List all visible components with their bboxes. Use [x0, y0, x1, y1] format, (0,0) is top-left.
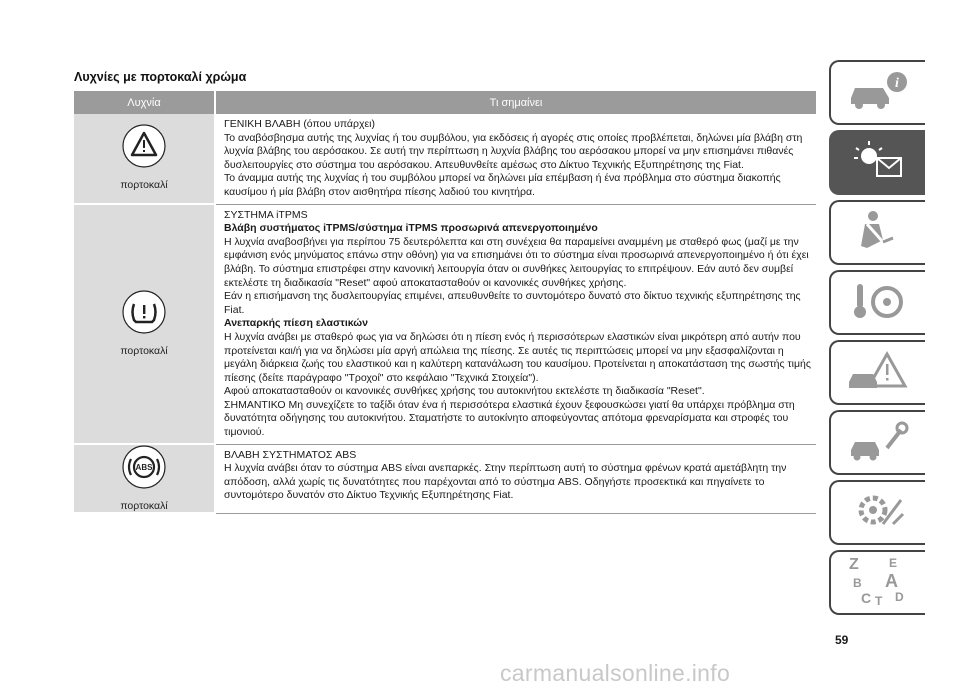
- chapter-tab-alphabetical-index[interactable]: [829, 550, 925, 615]
- chapter-tab-warning-light-message[interactable]: [829, 130, 925, 195]
- warning-light-color: πορτοκαλί: [120, 344, 168, 357]
- technical-data-gear-icon: [843, 488, 913, 537]
- table-row: [74, 204, 816, 444]
- warning-triangle-car-icon: [843, 348, 913, 397]
- watermark: carmanualsonline.info: [500, 660, 731, 686]
- svg-text:T: T: [875, 594, 883, 607]
- warning-light-color: πορτοκαλί: [120, 500, 168, 513]
- meaning-cell: [215, 444, 816, 513]
- table-row: [74, 444, 816, 513]
- svg-text:D: D: [895, 590, 904, 604]
- warning-light: [74, 445, 214, 512]
- meaning-text: [216, 114, 816, 204]
- paragraph: Το άναμμα αυτής της λυχνίας ή του συμβόλου μπορεί να δηλώνει μία επέμβαση ή ένα πρόβλημα στο σύστημα διακοπής καυσίμου ή μία βλάβη στον αισθητήρα πίεσης λαδιού του κινητήρα.: [224, 172, 781, 198]
- paragraph: ΓΕΝΙΚΗ ΒΛΑΒΗ (όπου υπάρχει): [224, 118, 375, 130]
- meaning-cell: [215, 204, 816, 444]
- steering-wheel-key-icon: [843, 278, 913, 327]
- svg-text:Z: Z: [849, 556, 859, 573]
- paragraph: ΣΗΜΑΝΤΙΚΟ Μη συνεχίζετε το ταξίδι όταν ένα ή περισσότερα ελαστικά έχουν ξεφουσκώσει γιατί θα υπάρχει πρόβλημα στη δυνατότητα οδήγησης του αυτοκινήτου. Σταματήστε το αυτοκίνητο αποφεύγοντας απότομα φρεναρίσματα και στροφές του τιμονιού.: [224, 398, 795, 439]
- chapter-tab-wrench-car[interactable]: [829, 410, 925, 475]
- chapter-tab-steering-wheel-key[interactable]: [829, 270, 925, 335]
- car-info-icon: [843, 68, 913, 117]
- column-header-meaning: Τι σημαίνει: [215, 91, 816, 114]
- chapter-tab-technical-data-gear[interactable]: [829, 480, 925, 545]
- paragraph: Η λυχνία ανάβει με σταθερό φως για να δηλώσει ότι η πίεση ενός ή περισσότερων ελαστικών είναι μικρότερη από αυτήν που προτείνεται και/ή για να δηλώσει μία αργή απώλεια της πίεσης. Σε αυτές τις περιπτώσεις μπορεί να μην εξασφαλίζονται η μεγάλη διάρκεια ζωής του ελαστικού και η καλύτερη κατανάλωση του καυσίμου. Προτείνεται η αποκατάσταση της σωστής τιμής πίεσης (δείτε παράγραφο "Τροχοί" στο κεφάλαιο "Τεχνικά Στοιχεία").: [224, 330, 811, 384]
- warning-light: [74, 124, 214, 191]
- paragraph: Η λυχνία ανάβει όταν το σύστημα ABS είναι ανεπαρκές. Στην περίπτωση αυτή το σύστημα φρένων κρατά αμετάβλητη την απόδοση, αλλά χωρίς τις δυνατότητες που παρέχονται από το σύστημα ABS. Οδηγήστε προσεκτικά και πηγαίνετε το συντομότερο δυνατόν στο Δίκτυο Τεχνικής Εξυπηρέτησης Fiat.: [224, 462, 787, 502]
- warning-light-cell: [74, 114, 215, 204]
- svg-text:E: E: [889, 556, 898, 570]
- subheading: Ανεπαρκής πίεση ελαστικών: [224, 317, 368, 330]
- meaning-text: [216, 205, 816, 444]
- svg-text:C: C: [861, 590, 872, 606]
- warning-light: [74, 290, 214, 357]
- tire-pressure-icon: [122, 290, 166, 339]
- svg-text:i: i: [895, 76, 899, 91]
- paragraph: Η λυχνία αναβοσβήνει για περίπου 75 δευτερόλεπτα και στη συνέχεια θα παραμείνει αναμμένη με σταθερό φως (μαζί με την εμφάνιση ενός μηνύματος επάνω στην οθόνη) για να επισημάνει ότι το σύστημα είναι προσωρινά απενεργοποιημένο ή ότι έχει βλάβη. Το σύστημα επιστρέφει στην κανονική λειτουργία όταν οι συνθήκες λειτουργίας το επιτρέψουν. Εάν αυτό δεν συμβεί εκτελέστε τη διαδικασία "Reset" αφού αποκατασταθούν οι κανονικές συνθήκες χρήσης.: [224, 235, 809, 289]
- warning-light-cell: [74, 444, 215, 513]
- svg-text:A: A: [885, 571, 898, 591]
- paragraph: ΣΥΣΤΗΜΑ iTPMS: [224, 208, 308, 221]
- chapter-tab-warning-triangle-car[interactable]: [829, 340, 925, 405]
- svg-text:ABS: ABS: [135, 463, 153, 473]
- chapter-tab-car-info[interactable]: [829, 60, 925, 125]
- chapter-tabs: [829, 60, 925, 620]
- warning-light-cell: [74, 204, 215, 444]
- seat-belt-icon: [843, 208, 913, 257]
- svg-text:B: B: [853, 576, 862, 590]
- abs-icon: [122, 445, 166, 494]
- wrench-car-icon: [843, 418, 913, 467]
- chapter-tab-seat-belt[interactable]: [829, 200, 925, 265]
- warning-light-color: πορτοκαλί: [120, 178, 168, 191]
- warning-light-message-icon: [843, 138, 913, 187]
- meaning-text: [216, 445, 816, 507]
- paragraph: Το αναβόσβησμα αυτής της λυχνίας ή του συμβόλου, για εκδόσεις ή αγορές στις οποίες προβλέπεται, δηλώνει μία βλάβη στη λυχνία βλάβης του αερόσακου. Σε αυτή την περίπτωση η λυχνία βλάβης του αερόσακου μπορεί να μην επισημάνει πιθανές δυσλειτουργίες στο σύστημα του αερόσακου. Απευθυνθείτε αμέσως στο Δίκτυο Τεχνικής Εξυπηρέτησης της Fiat.: [224, 131, 803, 171]
- paragraph: Εάν η επισήμανση της δυσλειτουργίας επιμένει, απευθυνθείτε το συντομότερο δυνατό στο δίκτυο τεχνικής εξυπηρέτησης της Fiat.: [224, 290, 801, 316]
- paragraph: ΒΛΑΒΗ ΣΥΣΤΗΜΑΤΟΣ ABS: [224, 448, 357, 461]
- table-row: [74, 114, 816, 204]
- warning-lights-table: [74, 91, 816, 514]
- column-header-light: Λυχνία: [74, 91, 215, 114]
- warning-triangle-icon: [122, 124, 166, 173]
- subheading: Βλάβη συστήματος iTPMS/σύστημα iTPMS προσωρινά απενεργοποιημένο: [224, 222, 598, 235]
- page-title: Λυχνίες με πορτοκαλί χρώμα: [74, 70, 247, 84]
- meaning-cell: [215, 114, 816, 204]
- alphabetical-index-icon: [843, 553, 913, 612]
- paragraph: Αφού αποκατασταθούν οι κανονικές συνθήκες χρήσης του αυτοκινήτου εκτελέστε τη διαδικασία "Reset".: [224, 385, 705, 398]
- page-number: 59: [835, 633, 849, 647]
